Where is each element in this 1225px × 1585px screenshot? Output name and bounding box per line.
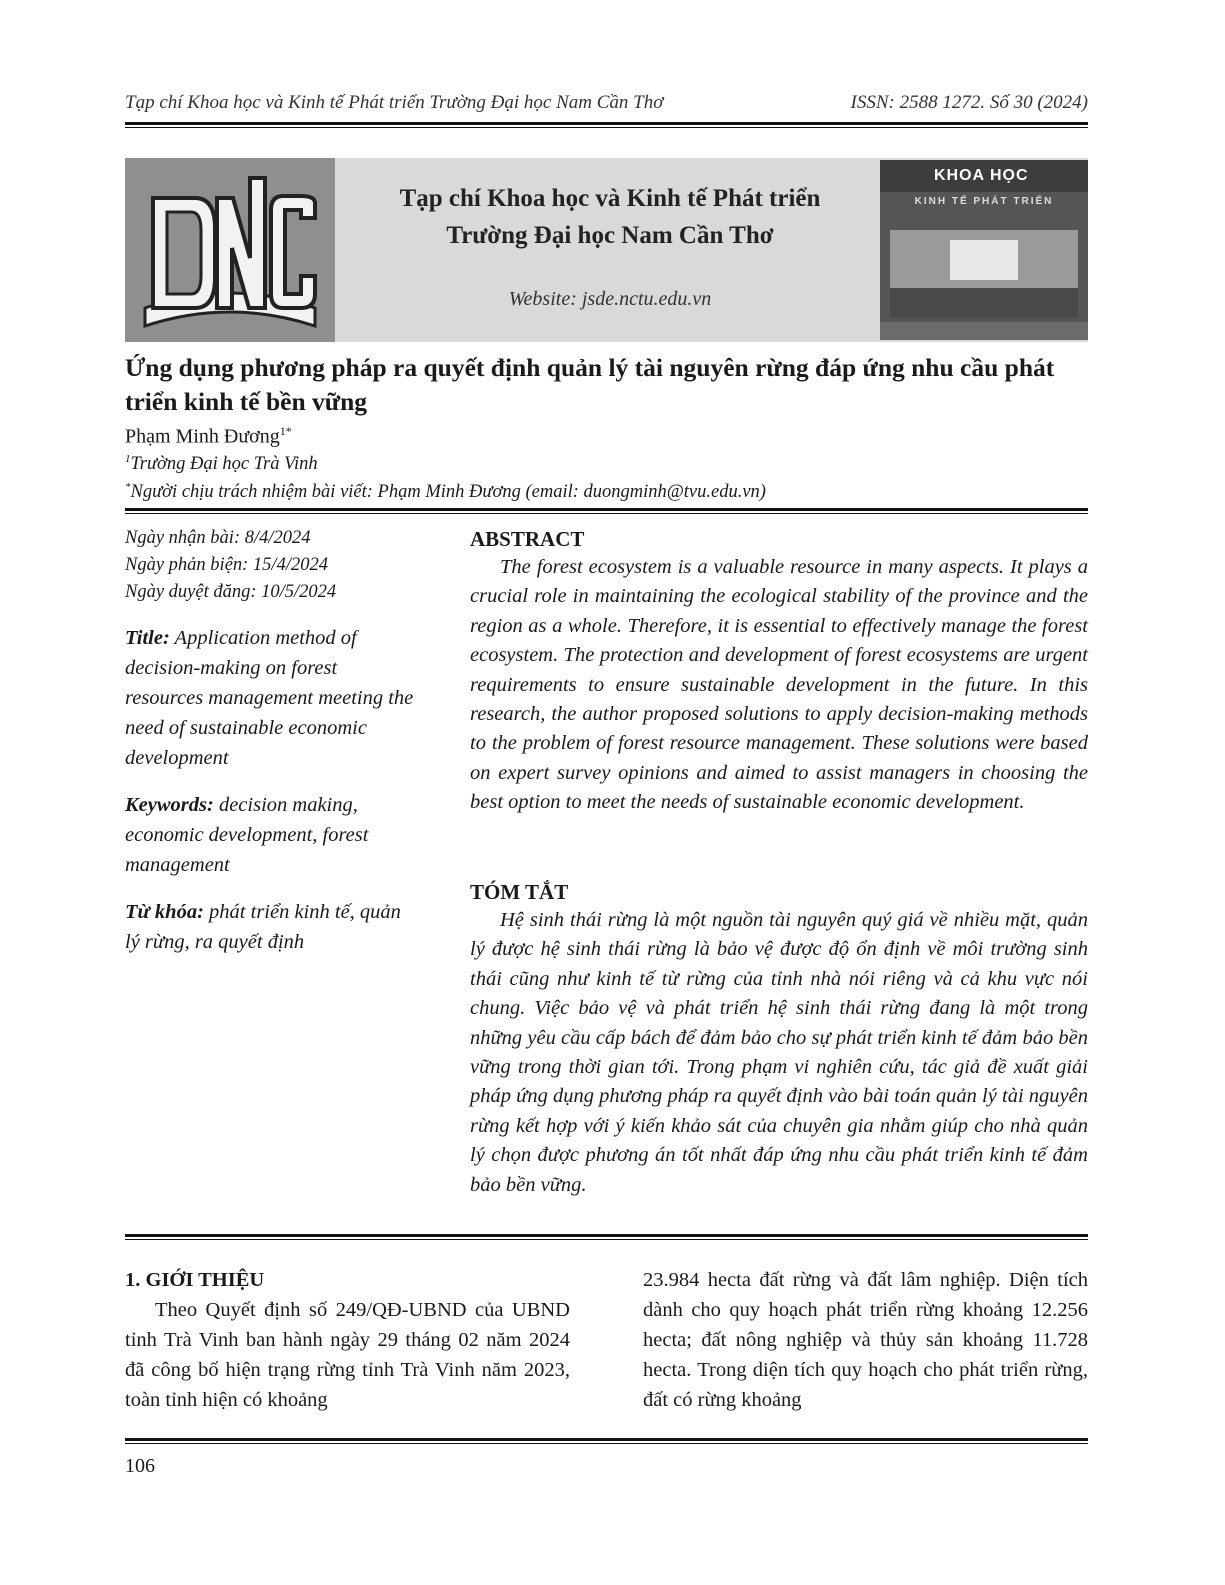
abstract-text: The forest ecosystem is a valuable resource in many aspects. It plays a crucial role in maintaining the ecological stability of the province and the region as a whole. Therefore, it is essential to effectively manage the forest ecosystem. The protection and development of forest ecosystems are urgent requirements to ensure sustainable development in the future. In this research, the author proposed solutions to apply decision-making methods to the problem of forest resource management. These solutions were based on expert survey opinions and aimed to assist managers in choosing the best option to meet the needs of sustainable economic development.	[470, 556, 1088, 814]
meta-top-rule	[125, 508, 1088, 514]
journal-cover-image	[880, 160, 1088, 340]
corresponding-author: Người chịu trách nhiệm bài viết: Phạm Minh Đương (email: duongminh@tvu.edu.vn)	[130, 482, 766, 503]
cover-brand: KHOA HỌC	[934, 167, 1029, 184]
cover-footer	[880, 322, 1088, 340]
keywords-block	[125, 790, 415, 880]
tomtat-section	[470, 878, 1088, 1200]
journal-logo	[125, 158, 335, 342]
tukhoa-label: Từ khóa:	[125, 901, 204, 923]
banner-title-line1: Tạp chí Khoa học và Kinh tế Phát triển	[399, 185, 821, 212]
issn-issue: ISSN: 2588 1272. Số 30 (2024)	[850, 92, 1088, 113]
accepted-date: Ngày duyệt đăng: 10/5/2024	[125, 582, 337, 602]
page-number: 106	[125, 1455, 155, 1477]
affiliation: Trường Đại học Trà Vinh	[130, 454, 318, 475]
intro-left-text: Theo Quyết định số 249/QĐ-UBND của UBND tỉnh Trà Vinh ban hành ngày 29 tháng 02 năm 2024 đã công bố hiện trạng rừng tỉnh Trà Vinh năm 2023, toàn tỉnh hiện có khoảng	[125, 1299, 570, 1411]
tukhoa-block	[125, 897, 415, 957]
intro-right-column	[643, 1265, 1088, 1415]
tomtat-heading: TÓM TẮT	[470, 880, 569, 904]
header-rule	[125, 122, 1088, 128]
journal-banner	[125, 158, 1088, 342]
intro-left-column	[125, 1265, 570, 1415]
cover-photo-screen	[950, 240, 1018, 280]
article-meta	[125, 525, 415, 957]
corresponding-sup: *	[125, 481, 131, 493]
tukhoa-value: phát triển kinh tế, quản lý rừng, ra quyết định	[125, 901, 401, 953]
dnc-logo-icon	[125, 158, 335, 342]
tomtat-text: Hệ sinh thái rừng là một nguồn tài nguyên quý giá về nhiều mặt, quản lý được hệ sinh thái rừng là bảo vệ được độ ổn định về môi trường sinh thái cũng như kinh tế từ rừng của tỉnh nhà nói riêng và cả khu vực nói chung. Việc bảo vệ và phát triển hệ sinh thái rừng đang là một trong những yêu cầu cấp bách để đảm bảo cho sự phát triển kinh tế đảm bảo bền vững trong thời gian tới. Trong phạm vi nghiên cứu, tác giả đề xuất giải pháp ứng dụng phương pháp ra quyết định vào bài toán quản lý tài nguyên rừng kết hợp với ý kiến khảo sát của chuyên gia nhằm giúp cho nhà quản lý chọn được phương án tốt nhất đáp ứng nhu cầu phát triển kinh tế đảm bảo bền vững.	[470, 909, 1088, 1196]
cover-photo	[890, 230, 1078, 318]
running-head	[125, 92, 1088, 114]
author-name: Phạm Minh Đương	[125, 425, 280, 448]
keywords-label: Keywords:	[125, 794, 214, 816]
received-date: Ngày nhận bài: 8/4/2024	[125, 528, 311, 548]
banner-text	[355, 180, 865, 311]
intro-heading: 1. GIỚI THIỆU	[125, 1269, 265, 1291]
banner-title-line2: Trường Đại học Nam Cần Thơ	[446, 222, 774, 249]
keywords-value: decision making, economic development, forest management	[125, 794, 369, 876]
cover-photo-crowd	[890, 288, 1078, 318]
intro-right-text: 23.984 hecta đất rừng và đất lâm nghiệp. Diện tích dành cho quy hoạch phát triển rừng khoảng 12.256 hecta; đất nông nghiệp và thủy sản khoảng 11.728 hecta. Trong diện tích quy hoạch cho phát triển rừng, đất có rừng khoảng	[643, 1269, 1088, 1411]
cover-subtitle: KINH TẾ PHÁT TRIỂN	[914, 196, 1054, 207]
english-title-block	[125, 623, 415, 773]
footer-rule	[125, 1438, 1088, 1444]
abstract-bottom-rule	[125, 1234, 1088, 1240]
corresponding-line	[125, 481, 766, 503]
paper-title: Ứng dụng phương pháp ra quyết định quản lý tài nguyên rừng đáp ứng nhu cầu phát triển kinh tế bền vững	[125, 353, 1055, 416]
reviewed-date: Ngày phản biện: 15/4/2024	[125, 555, 328, 575]
banner-website: Website: jsde.nctu.edu.vn	[508, 288, 712, 310]
title-label: Title:	[125, 627, 170, 649]
affiliation-line	[125, 453, 318, 475]
affiliation-sup: 1	[125, 453, 131, 465]
article-dates	[125, 525, 415, 606]
author-sup: 1*	[279, 424, 292, 438]
english-title: Application method of decision-making on forest resources management meeting the need of sustainable economic development	[125, 627, 414, 769]
author-line	[125, 424, 292, 449]
abstract-heading: ABSTRACT	[470, 527, 585, 551]
abstract-section	[470, 525, 1088, 818]
cover-header	[880, 160, 1088, 192]
journal-name: Tạp chí Khoa học và Kinh tế Phát triển Trường Đại học Nam Cần Thơ	[125, 92, 664, 113]
